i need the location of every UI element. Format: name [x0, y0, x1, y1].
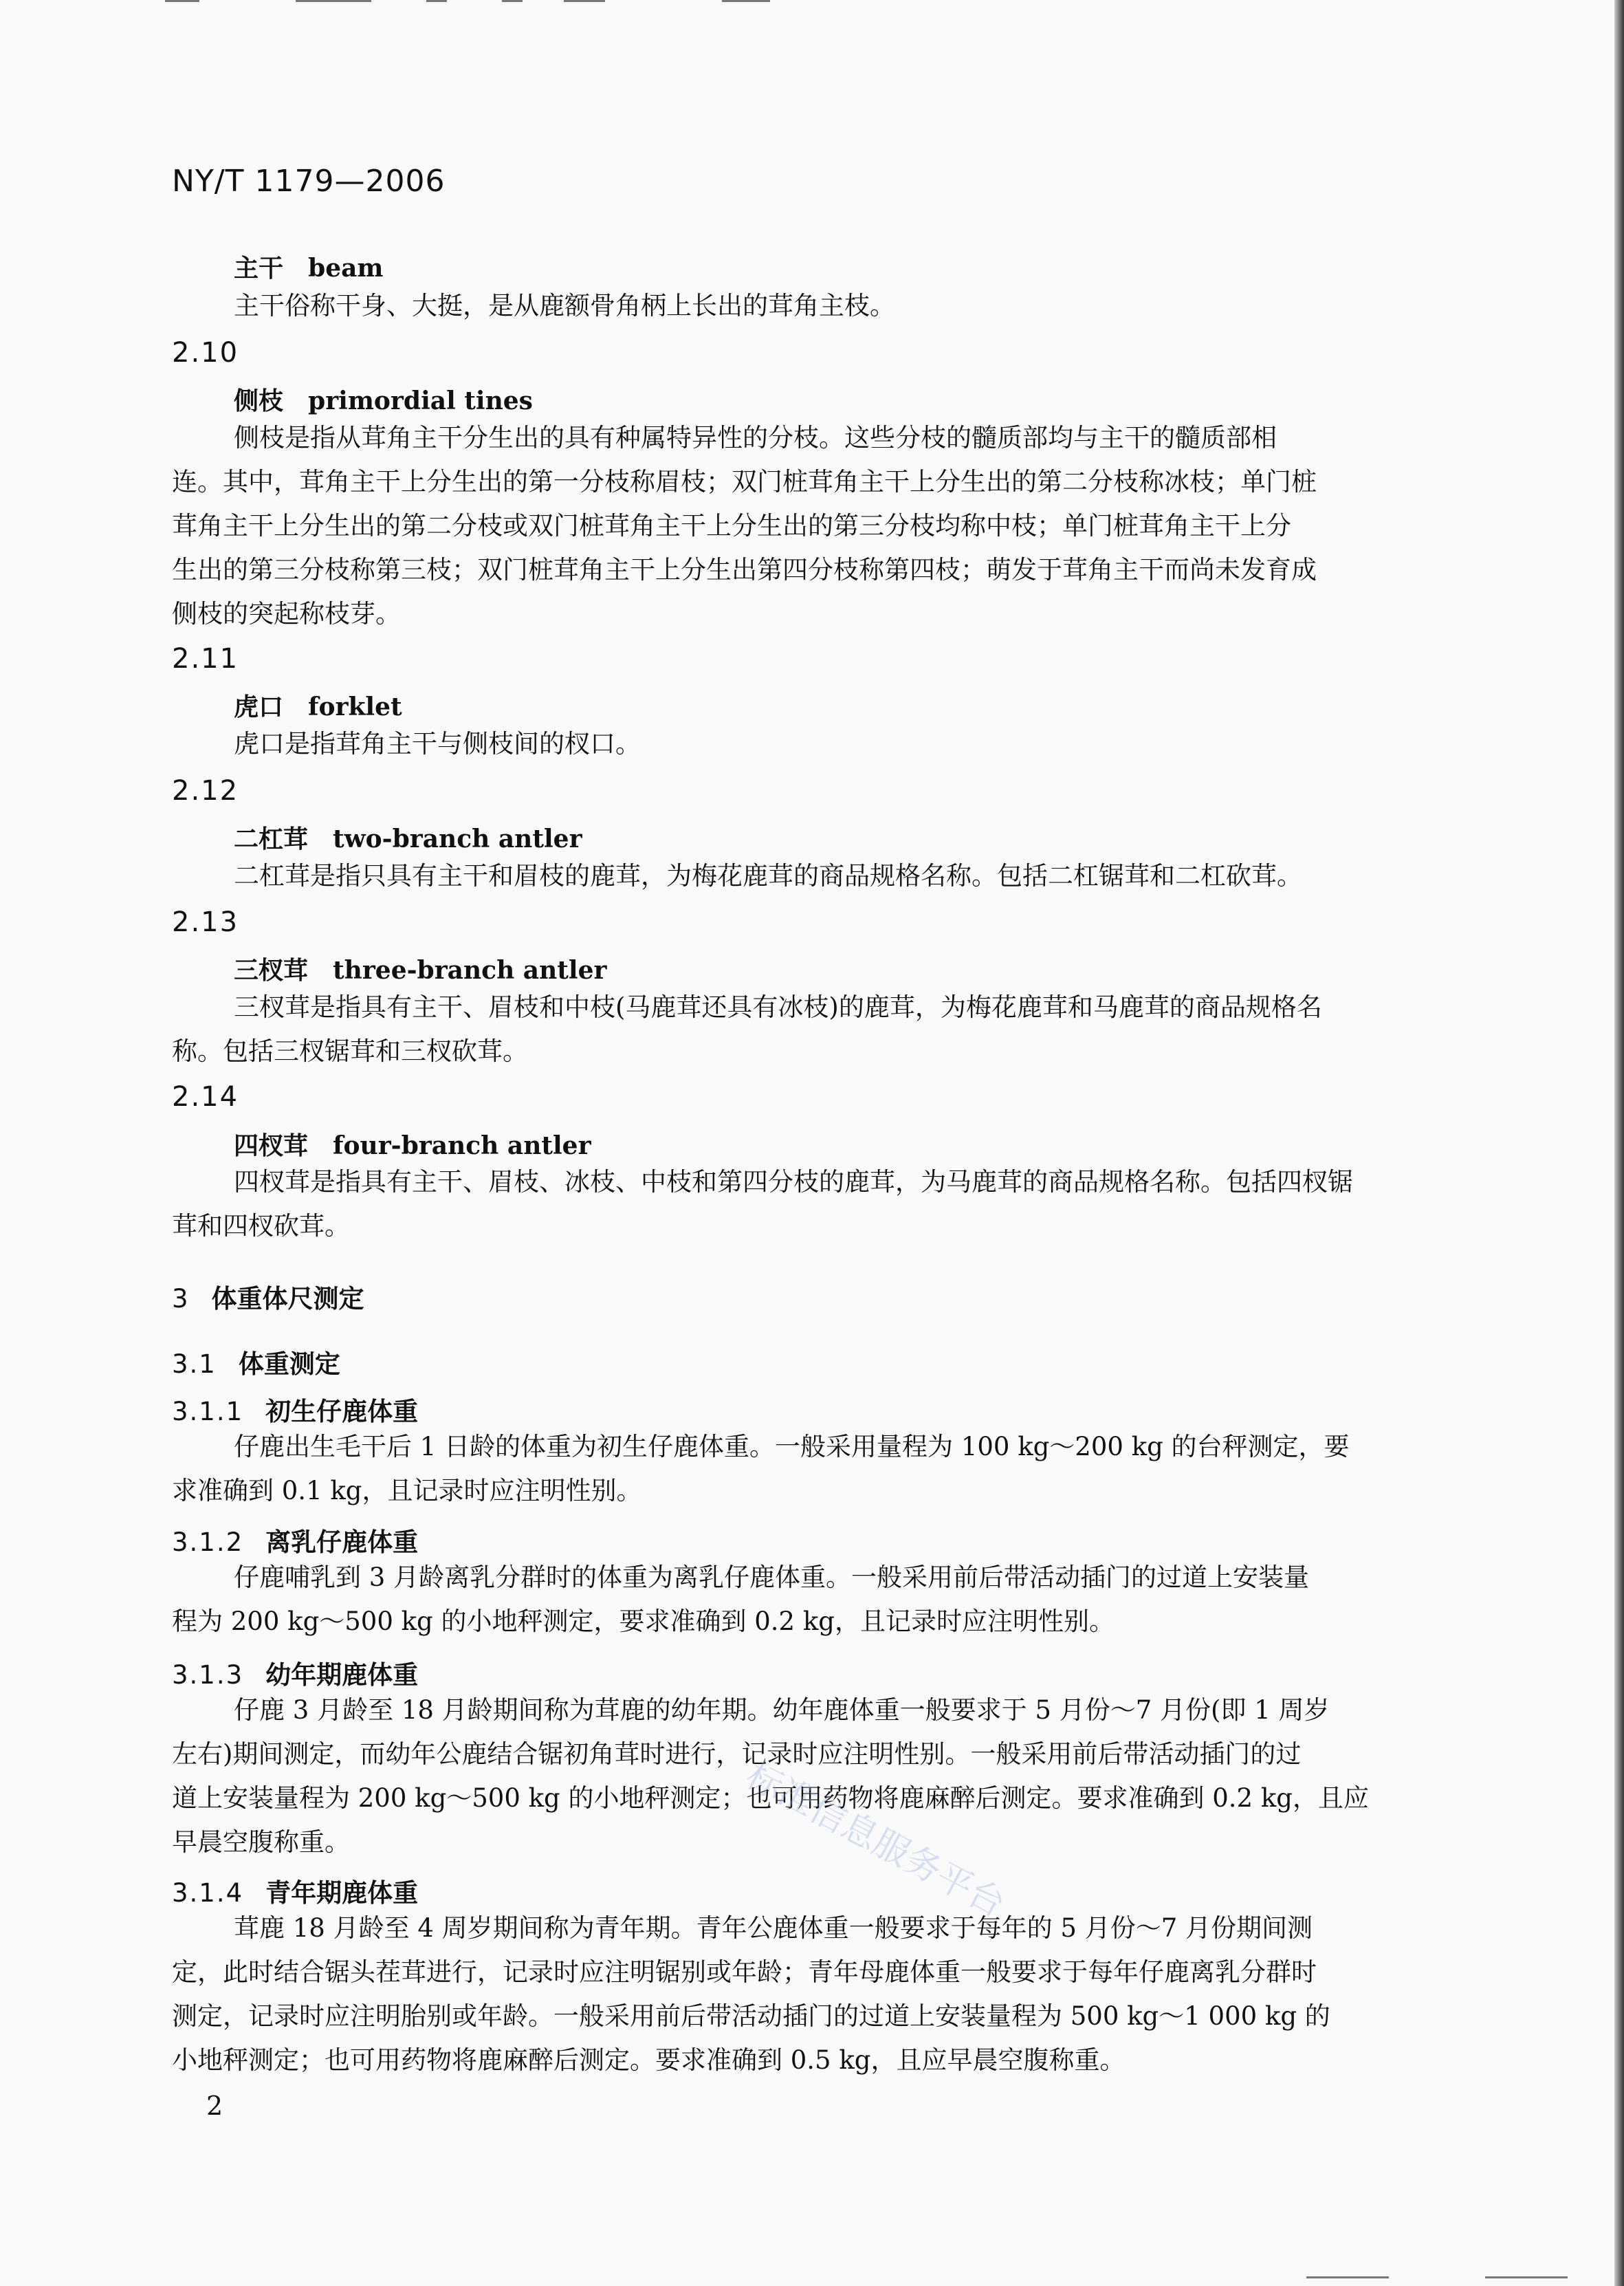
- text-line: 左右)期间测定，而幼年公鹿结合锯初角茸时进行，记录时应注明性别。一般采用前后带活动插门的过: [172, 1739, 1302, 1769]
- scan-mark: [1485, 2276, 1568, 2278]
- text-line: 连。其中，茸角主干上分生出的第一分枝称眉枝；双门桩茸角主干上分生出的第二分枝称冰枝；单门桩: [172, 467, 1317, 497]
- definition-paragraph: [172, 1160, 1451, 1248]
- term-en: primordial tines: [308, 387, 533, 415]
- section-number: 3.1.2: [172, 1527, 244, 1557]
- section-title: 体重体尺测定: [211, 1284, 364, 1314]
- text-line: 程为 200 kg～500 kg 的小地秤测定，要求准确到 0.2 kg，且记录时应注明性别。: [172, 1607, 1115, 1636]
- text-line: 仔鹿 3 月龄至 18 月龄期间称为茸鹿的幼年期。幼年鹿体重一般要求于 5 月份～7 月份(即 1 周岁: [234, 1695, 1330, 1725]
- clause-number: 2.10: [172, 337, 239, 369]
- term-heading: [234, 688, 402, 723]
- scan-mark: [165, 0, 199, 2]
- section-heading: [172, 1278, 364, 1315]
- section-title: 青年期鹿体重: [265, 1878, 419, 1908]
- text-line: 茸角主干上分生出的第二分枝或双门桩茸角主干上分生出的第三分枝均称中枝；单门桩茸角主干上分: [172, 511, 1291, 541]
- term-heading: [234, 249, 384, 284]
- text-line: 生出的第三分枝称第三枝；双门桩茸角主干上分生出第四分枝称第四枝；萌发于茸角主干而尚未发育成: [172, 555, 1317, 585]
- definition-paragraph: [172, 986, 1451, 1074]
- definition-paragraph: [172, 284, 1451, 328]
- text-line: 仔鹿哺乳到 3 月龄离乳分群时的体重为离乳仔鹿体重。一般采用前后带活动插门的过道上安装量: [234, 1563, 1310, 1592]
- scan-mark: [426, 0, 447, 2]
- section-number: 3.1.4: [172, 1878, 244, 1908]
- section-title: 体重测定: [238, 1349, 340, 1379]
- text-line: 求准确到 0.1 kg，且记录时应注明性别。: [172, 1476, 642, 1505]
- definition-paragraph: [172, 722, 1451, 766]
- clause-number: 2.14: [172, 1081, 239, 1113]
- text-line: 测定，记录时应注明胎别或年龄。一般采用前后带活动插门的过道上安装量程为 500 kg～1 000 kg 的: [172, 2001, 1330, 2031]
- term-heading: [234, 951, 606, 986]
- text-line: 主干俗称干身、大挺，是从鹿额骨角柄上长出的茸角主枝。: [234, 291, 895, 320]
- text-line: 二杠茸是指只具有主干和眉枝的鹿茸，为梅花鹿茸的商品规格名称。包括二杠锯茸和二杠砍茸。: [234, 861, 1302, 891]
- text-line: 小地秤测定；也可用药物将鹿麻醉后测定。要求准确到 0.5 kg，且应早晨空腹称重。: [172, 2045, 1126, 2075]
- text-line: 称。包括三杈锯茸和三杈砍茸。: [172, 1036, 528, 1066]
- text-line: 四杈茸是指具有主干、眉枝、冰枝、中枝和第四分枝的鹿茸，为马鹿茸的商品规格名称。包括四杈锯: [234, 1167, 1353, 1197]
- clause-number: 2.12: [172, 775, 239, 807]
- clause-number: 2.11: [172, 643, 239, 675]
- subsection-heading: [172, 1521, 418, 1558]
- text-line: 侧枝的突起称枝芽。: [172, 599, 401, 629]
- term-zh: 侧枝: [234, 387, 284, 415]
- scan-mark: [564, 0, 605, 2]
- section-number: 3.1.1: [172, 1397, 244, 1426]
- text-line: 三杈茸是指具有主干、眉枝和中枝(马鹿茸还具有冰枝)的鹿茸，为梅花鹿茸和马鹿茸的商品规格名: [234, 992, 1322, 1022]
- text-line: 侧枝是指从茸角主干分生出的具有种属特异性的分枝。这些分枝的髓质部均与主干的髓质部相: [234, 423, 1277, 453]
- section-title: 离乳仔鹿体重: [265, 1527, 419, 1557]
- scan-mark: [502, 0, 523, 2]
- scan-mark: [1306, 2276, 1389, 2278]
- term-zh: 虎口: [234, 693, 284, 721]
- term-zh: 四杈茸: [234, 1132, 309, 1160]
- term-heading: [234, 1126, 591, 1162]
- section-title: 幼年期鹿体重: [265, 1660, 419, 1690]
- term-en: three-branch antler: [333, 956, 607, 985]
- subsection-heading: [172, 1872, 418, 1909]
- text-line: 仔鹿出生毛干后 1 日龄的体重为初生仔鹿体重。一般采用量程为 100 kg～200 kg 的台秤测定，要: [234, 1432, 1350, 1461]
- body-paragraph: [172, 1906, 1451, 2082]
- term-en: two-branch antler: [333, 825, 582, 853]
- text-line: 茸鹿 18 月龄至 4 周岁期间称为青年期。青年公鹿体重一般要求于每年的 5 月份～7 月份期间测: [234, 1913, 1313, 1943]
- text-line: 道上安装量程为 200 kg～500 kg 的小地秤测定；也可用药物将鹿麻醉后测定。要求准确到 0.2 kg，且应: [172, 1783, 1369, 1813]
- term-heading: [234, 820, 582, 855]
- subsection-heading: [172, 1654, 418, 1691]
- definition-paragraph: [172, 416, 1451, 636]
- term-en: forklet: [308, 693, 402, 721]
- term-zh: 三杈茸: [234, 957, 309, 985]
- text-line: 虎口是指茸角主干与侧枝间的杈口。: [234, 729, 641, 759]
- term-zh: 二杠茸: [234, 825, 309, 853]
- term-zh: 主干: [234, 254, 284, 283]
- subsection-heading: [172, 1391, 418, 1428]
- body-paragraph: [172, 1556, 1451, 1644]
- scan-mark: [722, 0, 770, 2]
- subsection-heading: [172, 1343, 340, 1380]
- section-title: 初生仔鹿体重: [265, 1397, 419, 1426]
- page-edge-shadow: [1614, 0, 1624, 2286]
- clause-number: 2.13: [172, 906, 239, 938]
- term-heading: [234, 382, 533, 417]
- section-number: 3.1.3: [172, 1660, 244, 1690]
- body-paragraph: [172, 1425, 1451, 1513]
- definition-paragraph: [172, 854, 1451, 898]
- text-line: 茸和四杈砍茸。: [172, 1211, 350, 1241]
- watermark: 标准信息服务平台: [739, 1754, 1012, 1926]
- section-number: 3.1: [172, 1349, 217, 1379]
- text-line: 定，此时结合锯头茬茸进行，记录时应注明锯别或年龄；青年母鹿体重一般要求于每年仔鹿离乳分群时: [172, 1957, 1317, 1987]
- standard-code: NY/T 1179—2006: [172, 164, 446, 199]
- text-line: 早晨空腹称重。: [172, 1827, 350, 1857]
- section-number: 3: [172, 1284, 190, 1314]
- term-en: beam: [308, 254, 384, 283]
- page-number: 2: [206, 2091, 223, 2121]
- term-en: four-branch antler: [333, 1131, 591, 1160]
- scan-mark: [296, 0, 371, 2]
